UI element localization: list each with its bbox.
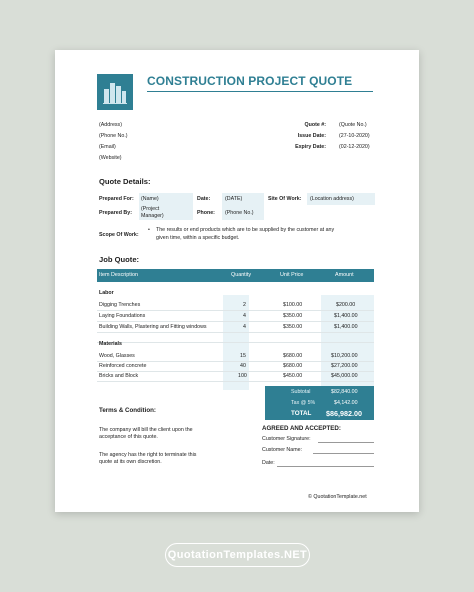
row-divider	[97, 361, 374, 362]
customer-signature-line[interactable]	[318, 442, 374, 443]
column-amount: Amount	[335, 272, 354, 278]
email-text: (Email)	[99, 144, 116, 150]
labor-row-3-price: $350.00	[283, 324, 303, 330]
scope-text-1: The results or end products which are to be supplied by the customer at any	[156, 227, 335, 233]
column-item-description: Item Description	[99, 272, 138, 278]
tax-value: $4,142.00	[334, 400, 358, 406]
materials-row-2-desc: Reinforced concrete	[99, 363, 147, 369]
materials-row-1-qty: 15	[240, 353, 246, 359]
scope-bullet: •	[148, 227, 150, 233]
phone-label: Phone:	[197, 210, 215, 216]
materials-row-1-price: $680.00	[283, 353, 303, 359]
terms-line-1b: acceptance of this quote.	[99, 434, 158, 440]
quote-number-value: (Quote No.)	[339, 122, 367, 128]
quote-details-heading: Quote Details:	[99, 177, 151, 186]
customer-name-label: Customer Name:	[262, 447, 303, 453]
date-sign-line[interactable]	[277, 466, 374, 467]
customer-name-line[interactable]	[313, 453, 374, 454]
prepared-by-value-2: Manager)	[141, 213, 164, 219]
row-divider	[97, 310, 374, 311]
subtotal-value: $82,840.00	[331, 389, 358, 395]
job-quote-heading: Job Quote:	[99, 255, 140, 264]
total-label: TOTAL	[291, 410, 312, 417]
labor-row-1-qty: 2	[243, 302, 246, 308]
document-title: CONSTRUCTION PROJECT QUOTE	[147, 74, 353, 88]
date-value: (DATE)	[225, 196, 243, 202]
labor-row-3-amount: $1,400.00	[334, 324, 358, 330]
labor-row-2-price: $350.00	[283, 313, 303, 319]
materials-row-3-desc: Bricks and Block	[99, 373, 139, 379]
row-divider	[97, 332, 374, 333]
expiry-date-value: (02-12-2020)	[339, 144, 370, 150]
labor-row-1-amount: $200.00	[336, 302, 356, 308]
materials-row-2-qty: 40	[240, 363, 246, 369]
terms-line-2a: The agency has the right to terminate this	[99, 452, 197, 458]
labor-row-3-desc: Building Walls, Plastering and Fitting windows	[99, 324, 207, 330]
materials-row-3-price: $450.00	[283, 373, 303, 379]
materials-row-2-price: $680.00	[283, 363, 303, 369]
terms-heading: Terms & Condition:	[99, 407, 156, 414]
prepared-by-label: Prepared By:	[99, 210, 132, 216]
materials-row-1-desc: Wood, Glasses	[99, 353, 135, 359]
issue-date-label: Issue Date:	[297, 133, 326, 139]
labor-row-3-qty: 4	[243, 324, 246, 330]
date-label: Date:	[197, 196, 211, 202]
labor-row-1-desc: Digging Trenches	[99, 302, 141, 308]
materials-row-2-amount: $27,200.00	[331, 363, 358, 369]
agreed-heading: AGREED AND ACCEPTED:	[262, 425, 341, 432]
scope-text-2: given time, within a specific budget.	[156, 235, 240, 241]
scope-label: Scope Of Work:	[99, 232, 139, 238]
title-underline	[147, 91, 373, 92]
labor-row-2-amount: $1,400.00	[334, 313, 358, 319]
column-quantity: Quantity	[231, 272, 252, 278]
row-divider	[97, 321, 374, 322]
materials-row-3-amount: $45,000.00	[331, 373, 358, 379]
materials-row-3-qty: 100	[238, 373, 247, 379]
labor-heading: Labor	[99, 290, 114, 296]
tax-label: Tax @ 5%	[291, 400, 316, 406]
date-sign-label: Date:	[262, 460, 275, 466]
row-divider	[97, 371, 374, 372]
phone-text: (Phone No.)	[99, 133, 128, 139]
quote-document	[55, 50, 419, 512]
address-text: (Address)	[99, 122, 122, 128]
labor-row-2-desc: Laying Foundations	[99, 313, 146, 319]
terms-line-1a: The company will bill the client upon the	[99, 427, 193, 433]
customer-signature-label: Customer Signature:	[262, 436, 311, 442]
expiry-date-label: Expiry Date:	[295, 144, 326, 150]
brand-badge-text: QuotationTemplates.NET	[167, 549, 308, 561]
brand-badge[interactable]	[165, 543, 310, 567]
site-label: Site Of Work:	[268, 196, 302, 202]
row-divider	[97, 342, 374, 343]
subtotal-label: Subtotal	[291, 389, 311, 395]
prepared-for-label: Prepared For:	[99, 196, 134, 202]
row-divider	[97, 381, 374, 382]
quote-number-label: Quote #:	[304, 122, 326, 128]
labor-row-2-qty: 4	[243, 313, 246, 319]
buildings-icon	[97, 74, 133, 110]
materials-heading: Materials	[99, 341, 122, 347]
prepared-by-value-1: (Project	[141, 206, 160, 212]
site-value: (Location address)	[310, 196, 354, 202]
website-text: (Website)	[99, 155, 122, 161]
terms-line-2b: quote at its own discretion.	[99, 459, 162, 465]
total-value: $86,982.00	[326, 409, 362, 418]
prepared-for-value: (Name)	[141, 196, 159, 202]
column-unit-price: Unit Price	[280, 272, 304, 278]
issue-date-value: (27-10-2020)	[339, 133, 370, 139]
phone-value: (Phone No.)	[225, 210, 254, 216]
footer-credit: © QuotationTemplate.net	[308, 494, 367, 500]
labor-row-1-price: $100.00	[283, 302, 303, 308]
materials-row-1-amount: $10,200.00	[331, 353, 358, 359]
